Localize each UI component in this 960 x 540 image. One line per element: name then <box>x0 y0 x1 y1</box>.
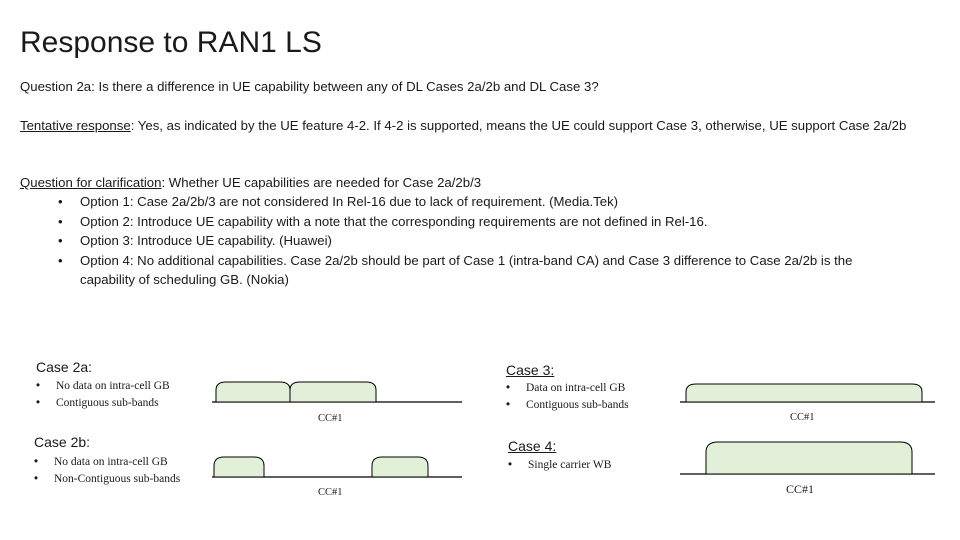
case2a-subband <box>290 382 376 402</box>
case3-bullets <box>504 380 629 414</box>
case3-carrier <box>686 384 922 402</box>
case4-carrier <box>706 442 912 474</box>
case2a-bullet: • No data on intra-cell GB <box>34 378 170 395</box>
case2a-subband <box>216 382 290 402</box>
case2b-diagram <box>212 457 462 477</box>
question-text: Is there a difference in UE capability between any of DL Cases 2a/2b and DL Case 3? <box>94 79 599 94</box>
case3-bullet: • Contiguous sub-bands <box>504 397 629 414</box>
case2a-bullets <box>34 378 170 412</box>
option-item: • Option 4: No additional capabilities. Case 2a/2b should be part of Case 1 (intra-band CA) and Case 3 difference to Case 2a/2b is the capability of scheduling GB. (Nokia) <box>58 251 908 290</box>
case3-diagram <box>680 384 935 402</box>
case4-diagram <box>680 442 935 474</box>
case2b-bullets <box>32 454 180 488</box>
option-item: • Option 2: Introduce UE capability with a note that the corresponding requirements are not defined in Rel-16. <box>58 212 908 232</box>
option-item: • Option 3: Introduce UE capability. (Huawei) <box>58 231 908 251</box>
case4-cc-label: CC#1 <box>786 482 815 496</box>
clarification-label: Question for clarification <box>20 175 162 190</box>
case2b-cc-label: CC#1 <box>318 487 343 498</box>
case2b-title: Case 2b: <box>34 434 91 450</box>
option-item: • Option 1: Case 2a/2b/3 are not considered In Rel-16 due to lack of requirement. (Media.Tek) <box>58 192 908 212</box>
clarification-text: : Whether UE capabilities are needed for Case 2a/2b/3 <box>161 175 482 190</box>
case2b-subband <box>372 457 428 477</box>
case2b-bullet: • Non-Contiguous sub-bands <box>32 471 180 488</box>
case3-title: Case 3: <box>506 362 555 378</box>
case4-bullet: • Single carrier WB <box>506 457 611 474</box>
case2a-diagram <box>212 382 462 402</box>
case2a-bullet: • Contiguous sub-bands <box>34 395 170 412</box>
tentative-text: : Yes, as indicated by the UE feature 4-2. If 4-2 is supported, means the UE could support Case 3, otherwise, UE support Case 2a/2b <box>130 118 907 133</box>
question-label: Question 2a: <box>20 79 95 94</box>
case2a-title: Case 2a: <box>36 359 93 375</box>
tentative-label: Tentative response <box>20 118 131 133</box>
case2b-subband <box>214 457 264 477</box>
case3-bullet: • Data on intra-cell GB <box>504 380 629 397</box>
case4-bullets <box>506 457 611 474</box>
case4-title: Case 4: <box>508 438 557 454</box>
slide-title: Response to RAN1 LS <box>20 26 322 59</box>
case3-cc-label: CC#1 <box>790 412 815 423</box>
case2a-cc-label: CC#1 <box>318 413 343 424</box>
case2b-bullet: • No data on intra-cell GB <box>32 454 180 471</box>
